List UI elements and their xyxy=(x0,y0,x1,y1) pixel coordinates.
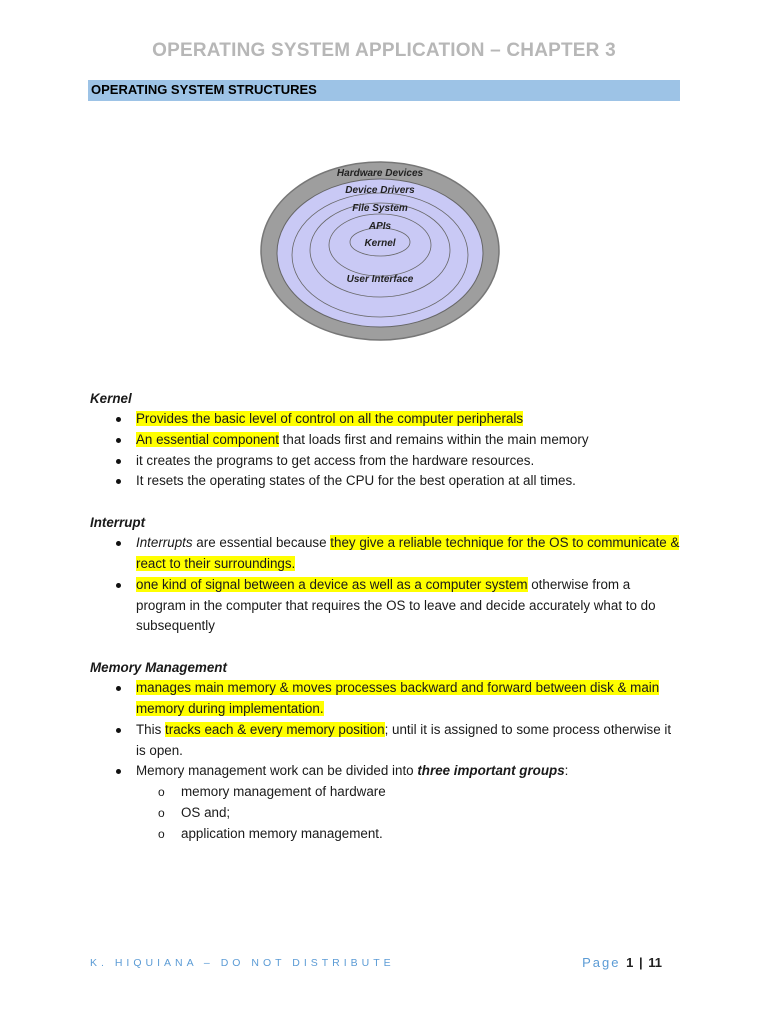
memory-list xyxy=(90,678,680,844)
label-device-drivers: Device Drivers xyxy=(345,185,415,196)
sub-list-item: o OS and; xyxy=(90,803,680,824)
sub-list-item: o application memory management. xyxy=(90,824,680,845)
kernel-heading: Kernel xyxy=(90,391,132,406)
list-item: This tracks each & every memory position; until it is assigned to some process otherwise it is open. xyxy=(90,720,680,762)
footer-author: K. HIQUIANA – DO NOT DISTRIBUTE xyxy=(90,957,395,969)
document-body xyxy=(90,388,680,845)
memory-heading: Memory Management xyxy=(90,660,227,676)
layer-hardware xyxy=(277,179,483,327)
list-item: Memory management work can be divided into three important groups: xyxy=(90,761,680,782)
footer-page-number: Page 1 | 11 xyxy=(582,955,662,970)
os-structure-diagram xyxy=(258,158,502,344)
section-heading: OPERATING SYSTEM STRUCTURES xyxy=(91,82,317,97)
sub-list-item: o memory management of hardware xyxy=(90,782,680,803)
kernel-list xyxy=(90,409,680,492)
label-apis: APIs xyxy=(368,221,392,232)
list-item: Provides the basic level of control on all the computer peripherals xyxy=(90,409,680,430)
document-title: OPERATING SYSTEM APPLICATION – CHAPTER 3 xyxy=(152,40,616,61)
label-user-interface: User Interface xyxy=(346,274,414,285)
list-item: one kind of signal between a device as well as a computer system otherwise from a program in the computer that requires the OS to leave and decide accurately what to do subsequently xyxy=(90,575,680,637)
list-item: Interrupts are essential because they give a reliable technique for the OS to communicate & react to their surroundings. xyxy=(90,533,680,575)
interrupt-heading: Interrupt xyxy=(90,515,146,531)
interrupt-list xyxy=(90,533,680,637)
list-item: it creates the programs to get access from the hardware resources. xyxy=(90,451,680,472)
section-heading-bar xyxy=(88,80,680,101)
label-hardware-devices: Hardware Devices xyxy=(336,168,424,179)
list-item: An essential component that loads first and remains within the main memory xyxy=(90,430,680,451)
list-item: It resets the operating states of the CPU for the best operation at all times. xyxy=(90,471,680,492)
label-file-system: File System xyxy=(352,203,408,214)
list-item: manages main memory & moves processes backward and forward between disk & main memory during implementation. xyxy=(90,678,680,720)
label-kernel: Kernel xyxy=(364,238,396,249)
